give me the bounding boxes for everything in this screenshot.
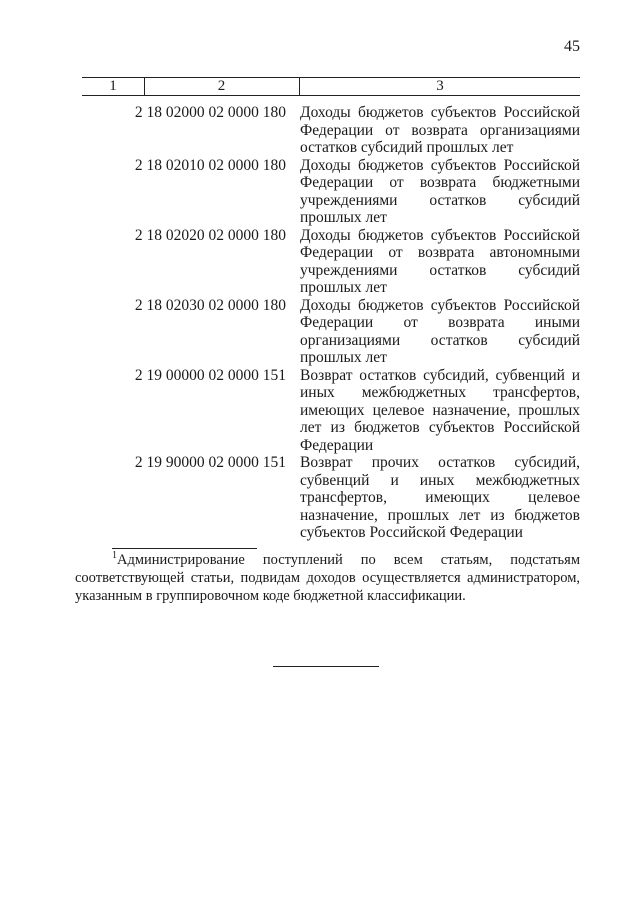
budget-code: 2 18 02010 02 0000 180	[134, 156, 286, 174]
budget-code: 2 18 02030 02 0000 180	[134, 296, 286, 314]
page-number: 45	[564, 38, 580, 55]
revenue-description: Доходы бюджетов субъектов Российской Федерации от возврата иными организациями остатков субсидий прошлых лет	[300, 296, 580, 366]
revenue-description: Доходы бюджетов субъектов Российской Федерации от возврата организациями остатков субсидий прошлых лет	[300, 104, 580, 156]
table-row	[82, 157, 580, 227]
revenue-description: Доходы бюджетов субъектов Российской Федерации от возврата бюджетными учреждениями остатков субсидий прошлых лет	[300, 156, 580, 226]
budget-code: 2 19 90000 02 0000 151	[134, 454, 286, 471]
budget-code: 2 18 02000 02 0000 180	[134, 104, 286, 121]
table-header	[82, 77, 580, 96]
footnote-text: Администрирование поступлений по всем статьям, подстатьям соответствующей статьи, подвидам доходов осуществляется администратором, указанным в группировочном коде бюджетной классификации.	[75, 552, 580, 604]
table-row	[82, 297, 580, 367]
revenue-description: Возврат прочих остатков субсидий, субвенций и иных межбюджетных трансфертов, имеющих целевое назначение, прошлых лет из бюджетов субъектов Российской Федерации	[300, 454, 580, 541]
revenue-description: Возврат остатков субсидий, субвенций и иных межбюджетных трансфертов, имеющих целевое назначение, прошлых лет из бюджетов субъектов Российской Федерации	[300, 366, 580, 454]
footnote	[75, 551, 580, 605]
revenue-description: Доходы бюджетов субъектов Российской Федерации от возврата автономными учреждениями остатков субсидий прошлых лет	[300, 226, 580, 296]
footnote-separator	[112, 548, 257, 549]
table-row	[82, 367, 580, 455]
table-row	[82, 104, 580, 157]
footnote-mark: 1	[112, 550, 117, 562]
table-row	[82, 227, 580, 297]
table-header-col2: 2	[144, 78, 300, 95]
end-of-document-rule	[273, 666, 379, 667]
table-body	[82, 104, 580, 542]
table-row	[82, 454, 580, 542]
budget-code: 2 18 02020 02 0000 180	[134, 226, 286, 244]
budget-code: 2 19 00000 02 0000 151	[134, 366, 286, 384]
table-header-col3: 3	[436, 78, 444, 94]
table-header-col1: 1	[82, 78, 145, 95]
